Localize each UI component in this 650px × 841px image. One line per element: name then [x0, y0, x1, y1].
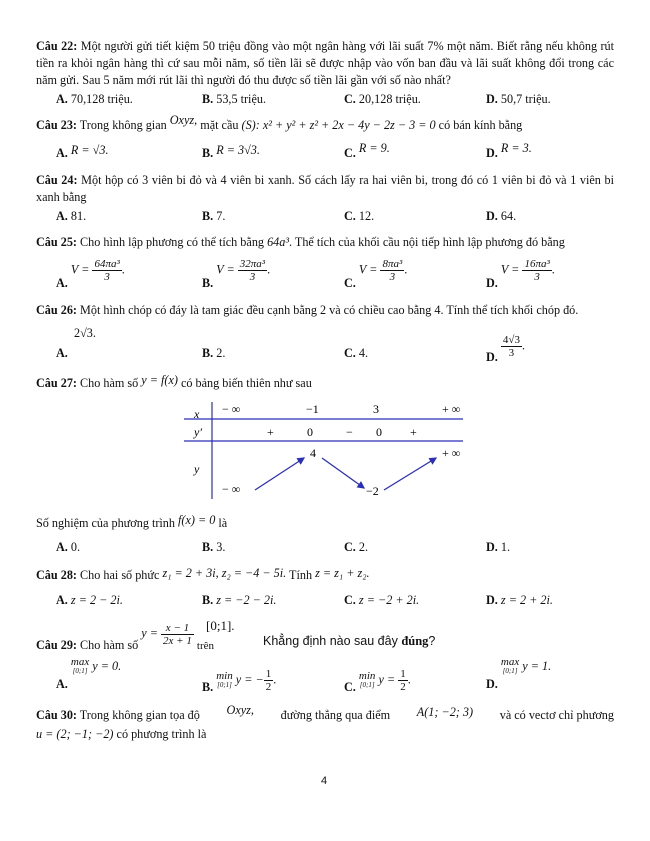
- option-letter: D.: [486, 146, 498, 160]
- numerator: 16πa³: [524, 258, 550, 270]
- fraction: [238, 258, 267, 283]
- complex-numbers: z₁ = 2 + 3i, z₂ = −4 − 5i.: [162, 566, 287, 580]
- denominator: 3: [104, 271, 110, 283]
- option-letter: A.: [56, 593, 68, 607]
- option-text: 81.: [67, 209, 87, 223]
- question-28: [36, 568, 370, 583]
- question-text: Cho hình lập phương có thể tích bằng: [76, 235, 268, 249]
- option-text: 70,128 triệu.: [67, 92, 133, 106]
- option-b[interactable]: [202, 593, 276, 608]
- question-text: trên: [196, 640, 214, 653]
- option-d[interactable]: D. $\frac{4√3}{3}$ .: [486, 334, 525, 365]
- yp-sign: 0: [307, 425, 313, 439]
- option-a[interactable]: [56, 656, 122, 691]
- option-text: z = −2 + 2i.: [358, 593, 420, 607]
- option-letter: C.: [344, 276, 356, 291]
- question-text: Khẳng định nào sau đây: [263, 634, 402, 648]
- cube-volume: 64a³: [267, 235, 289, 249]
- question-label: Câu 28:: [36, 568, 77, 582]
- option-rhs: y = 0.: [92, 658, 122, 673]
- question-30: [36, 703, 614, 723]
- range: [0;1]: [502, 667, 518, 675]
- option-rhs: y =: [378, 672, 396, 687]
- question-26: [36, 303, 578, 318]
- decreasing-arrow: [322, 458, 364, 488]
- question-22: [36, 38, 614, 89]
- yp-sign: +: [410, 425, 417, 439]
- question-text: ?: [428, 634, 436, 648]
- option-d[interactable]: [486, 656, 552, 691]
- option-letter: A.: [56, 346, 68, 360]
- option-text: 64.: [497, 209, 517, 223]
- x-value: + ∞: [442, 402, 461, 416]
- option-d[interactable]: [486, 141, 532, 161]
- function-lhs: y =: [141, 626, 158, 641]
- option-letter: D.: [486, 92, 498, 106]
- limit-operator: [358, 669, 376, 690]
- question-text: là: [215, 516, 228, 530]
- denominator: 2x + 1: [163, 635, 192, 647]
- option-c[interactable]: C. min [0;1] y = $\frac{1}{2}$ .: [344, 668, 411, 695]
- y-value-end: + ∞: [442, 446, 461, 460]
- sphere-equation: (S): x² + y² + z² + 2x − 4y − 2z − 3 = 0: [241, 118, 436, 132]
- question-29: [36, 620, 214, 653]
- option-lhs: V =: [358, 262, 378, 277]
- option-d[interactable]: [486, 209, 516, 224]
- question-text: Một người gửi tiết kiệm 50 triệu đồng vào một ngân hàng với lãi suất 7% một năm. Biết rằng nếu không rút tiền ra khỏi ngân hàng thì cứ sau mỗi năm, số tiền lãi sẽ được nhập vào vốn ban đầu và lãi suất không đổi trong các năm gửi. Sau 5 năm mới rút lãi thì người đó thu được số tiền lãi gần với số nào nhất?: [36, 39, 614, 87]
- x-value: 3: [373, 402, 379, 416]
- numerator: 1: [400, 668, 406, 680]
- option-b[interactable]: [202, 540, 225, 555]
- option-text: R = 3.: [500, 141, 532, 155]
- option-b[interactable]: B. min [0;1] y = − $\frac{1}{2}$ .: [202, 668, 277, 695]
- fraction: [92, 258, 121, 283]
- option-letter: D.: [486, 593, 498, 607]
- numerator: 4√3: [502, 334, 520, 346]
- option-letter: B.: [202, 92, 214, 106]
- option-text: 0.: [67, 540, 81, 554]
- fraction: [501, 334, 522, 359]
- option-text: 53,5 triệu.: [213, 92, 266, 106]
- option-letter: C.: [344, 593, 356, 607]
- option-b[interactable]: [202, 143, 260, 161]
- question-text: Tính: [286, 568, 316, 582]
- option-letter: A.: [56, 209, 68, 223]
- y-value-min: −2: [366, 484, 379, 498]
- x-value: − ∞: [222, 402, 241, 416]
- y-value-start: − ∞: [222, 482, 241, 496]
- limit-operator: [216, 669, 233, 690]
- direction-vector: u = (2; −1; −2): [36, 727, 114, 741]
- question-text-bold: đúng: [401, 634, 429, 648]
- option-text: 20,128 triệu.: [355, 92, 421, 106]
- numerator: 64πa³: [94, 258, 120, 270]
- question-text: Trong không gian tọa độ: [76, 708, 200, 722]
- option-text: z = 2 − 2i.: [70, 593, 123, 607]
- range: [0;1]: [359, 680, 375, 689]
- question-30-line2: [36, 727, 206, 742]
- question-text: Cho hàm số: [76, 638, 142, 653]
- numerator: 8πa³: [382, 258, 403, 270]
- range: [0;1]: [72, 667, 88, 675]
- option-letter: D.: [486, 350, 498, 365]
- option-c[interactable]: [344, 346, 368, 361]
- option-letter: C.: [344, 540, 356, 554]
- option-letter: C.: [344, 346, 356, 360]
- option-text: 3.: [213, 540, 226, 554]
- option-letter: D.: [486, 276, 498, 291]
- option-c[interactable]: [344, 540, 368, 555]
- option-d[interactable]: [486, 593, 553, 608]
- option-c[interactable]: [344, 92, 421, 107]
- row-label-yp: y′: [194, 425, 202, 439]
- interval: [0;1].: [206, 618, 235, 633]
- question-label: Câu 27:: [36, 376, 77, 390]
- fraction: [398, 668, 408, 693]
- question-27: [36, 373, 312, 391]
- x-value: −1: [306, 402, 319, 416]
- option-text: 4.: [355, 346, 369, 360]
- denominator: 2: [265, 681, 272, 693]
- question-text: mặt cầu: [197, 118, 242, 132]
- question-text: có phương trình là: [113, 727, 207, 741]
- option-letter: B.: [202, 276, 214, 291]
- option-lhs: V =: [70, 262, 90, 277]
- option-a[interactable]: [56, 540, 80, 555]
- question-text: . Thể tích của khối cầu nội tiếp hình lập phương đó bằng: [289, 235, 565, 249]
- option-letter: C.: [344, 680, 356, 695]
- option-text: R = 3√3.: [216, 143, 260, 157]
- fraction: [380, 258, 404, 283]
- question-label: Câu 22:: [36, 39, 78, 53]
- option-letter: C.: [344, 146, 356, 160]
- option-letter: B.: [202, 146, 214, 160]
- yp-sign: 0: [376, 425, 382, 439]
- yp-sign: −: [346, 425, 353, 439]
- row-label-y: y: [194, 462, 200, 476]
- option-text: 12.: [355, 209, 375, 223]
- function-expression: y = f(x): [141, 373, 178, 387]
- option-rhs: y = 1.: [522, 658, 552, 673]
- option-lhs: V =: [500, 262, 520, 277]
- option-letter: B.: [202, 346, 214, 360]
- option-letter: A.: [56, 146, 68, 160]
- option-c[interactable]: [344, 141, 390, 161]
- fraction: [522, 258, 551, 283]
- operator: max: [70, 656, 90, 668]
- option-b[interactable]: [202, 346, 225, 361]
- fraction: [161, 622, 194, 647]
- question-label: Câu 30:: [36, 708, 77, 722]
- option-text: 2.: [213, 346, 226, 360]
- question-23: [36, 113, 523, 133]
- question-25: [36, 235, 565, 250]
- question-29-prompt: [263, 634, 435, 649]
- operator: max: [500, 656, 520, 668]
- fraction: [264, 668, 274, 693]
- option-letter: B.: [202, 209, 214, 223]
- denominator: 3: [534, 271, 540, 283]
- denominator: 2: [400, 681, 406, 693]
- option-a[interactable]: [56, 346, 68, 361]
- question-text: Cho hai số phức: [76, 568, 163, 582]
- option-text: z = 2 + 2i.: [500, 593, 553, 607]
- option-text: 1.: [497, 540, 511, 554]
- increasing-arrow: [384, 458, 436, 490]
- option-a[interactable]: [56, 92, 133, 107]
- question-27-followup: [36, 513, 228, 531]
- denominator: 3: [508, 347, 515, 359]
- option-letter: C.: [344, 209, 356, 223]
- option-a-value: 2√3.: [74, 326, 96, 340]
- range: [0;1]: [217, 680, 232, 689]
- option-d[interactable]: [486, 92, 551, 107]
- option-a[interactable]: [56, 593, 123, 608]
- question-text: có bảng biến thiên như sau: [177, 376, 312, 390]
- question-text: có bán kính bằng: [435, 118, 523, 132]
- option-letter: A.: [56, 676, 68, 691]
- option-a[interactable]: [56, 143, 109, 161]
- option-text: R = √3.: [70, 143, 109, 157]
- question-label: Câu 26:: [36, 303, 77, 317]
- option-d[interactable]: D. V = $\frac{\text{16πa³}}{3}$ .: [486, 258, 555, 291]
- option-text: z = −2 − 2i.: [216, 593, 277, 607]
- page-number: 4: [321, 775, 328, 787]
- question-label: Câu 23:: [36, 118, 77, 132]
- option-text: 50,7 triệu.: [497, 92, 551, 106]
- question-text: Số nghiệm của phương trình: [36, 516, 179, 530]
- option-c[interactable]: [344, 593, 419, 608]
- option-a[interactable]: [56, 209, 86, 224]
- option-letter: C.: [344, 92, 356, 106]
- option-letter: B.: [202, 680, 214, 695]
- operator: min: [358, 669, 376, 682]
- option-letter: D.: [486, 676, 498, 691]
- option-letter: B.: [202, 593, 214, 607]
- question-text: và có vectơ chỉ phương: [499, 708, 614, 722]
- point-a: A(1; −2; 3): [416, 705, 474, 719]
- question-label: Câu 29:: [36, 638, 77, 653]
- option-lhs: V =: [216, 262, 235, 277]
- option-rhs: y = −: [235, 672, 264, 687]
- option-letter: A.: [56, 276, 68, 291]
- denominator: 3: [249, 271, 256, 283]
- option-a[interactable]: A. V = $\frac{\text{64πa³}}{3}$ .: [56, 258, 125, 291]
- variation-table: [180, 398, 480, 502]
- row-label-x: x: [194, 407, 200, 421]
- expression: z = z₁ + z₂.: [315, 566, 370, 580]
- numerator: 1: [265, 668, 272, 680]
- limit-operator: [501, 658, 519, 676]
- yp-sign: +: [267, 425, 274, 439]
- option-b[interactable]: [202, 209, 225, 224]
- space-symbol: Oxyz,: [226, 703, 254, 717]
- y-value-max: 4: [310, 446, 316, 460]
- option-b[interactable]: [202, 92, 266, 107]
- option-c[interactable]: C. V = $\frac{\text{8πa³}}{3}$ .: [344, 258, 408, 291]
- option-letter: A.: [56, 540, 68, 554]
- space-symbol: Oxyz,: [169, 113, 198, 127]
- question-text: Trong không gian: [76, 118, 170, 132]
- option-text: R = 9.: [358, 141, 390, 155]
- operator: min: [216, 669, 233, 682]
- question-text: Một hình chóp có đáy là tam giác đều cạnh bằng 2 và có chiều cao bằng 4. Tính thể tích khối chóp đó.: [76, 303, 579, 317]
- question-label: Câu 25:: [36, 235, 77, 249]
- option-letter: D.: [486, 209, 498, 223]
- question-text: đường thẳng qua điểm: [280, 708, 391, 722]
- option-text: 7.: [213, 209, 226, 223]
- limit-operator: [71, 658, 89, 676]
- option-letter: B.: [202, 540, 214, 554]
- option-letter: D.: [486, 540, 498, 554]
- equation: f(x) = 0: [178, 513, 216, 527]
- question-text: Cho hàm số: [76, 376, 142, 390]
- option-d[interactable]: [486, 540, 510, 555]
- denominator: 3: [389, 271, 396, 283]
- option-b[interactable]: B. V = $\frac{\text{32πa³}}{3}$ .: [202, 258, 271, 291]
- question-text: Một hộp có 3 viên bi đỏ và 4 viên bi xanh. Số cách lấy ra hai viên bi, trong đó có 1 viên bi đỏ và 1 viên bi xanh bằng: [36, 173, 615, 204]
- question-24: [36, 172, 614, 206]
- option-text: 2.: [355, 540, 369, 554]
- increasing-arrow: [255, 458, 304, 490]
- option-letter: A.: [56, 92, 68, 106]
- numerator: x − 1: [161, 622, 194, 635]
- question-label: Câu 24:: [36, 173, 78, 187]
- option-c[interactable]: [344, 209, 374, 224]
- numerator: 32πa³: [239, 258, 266, 270]
